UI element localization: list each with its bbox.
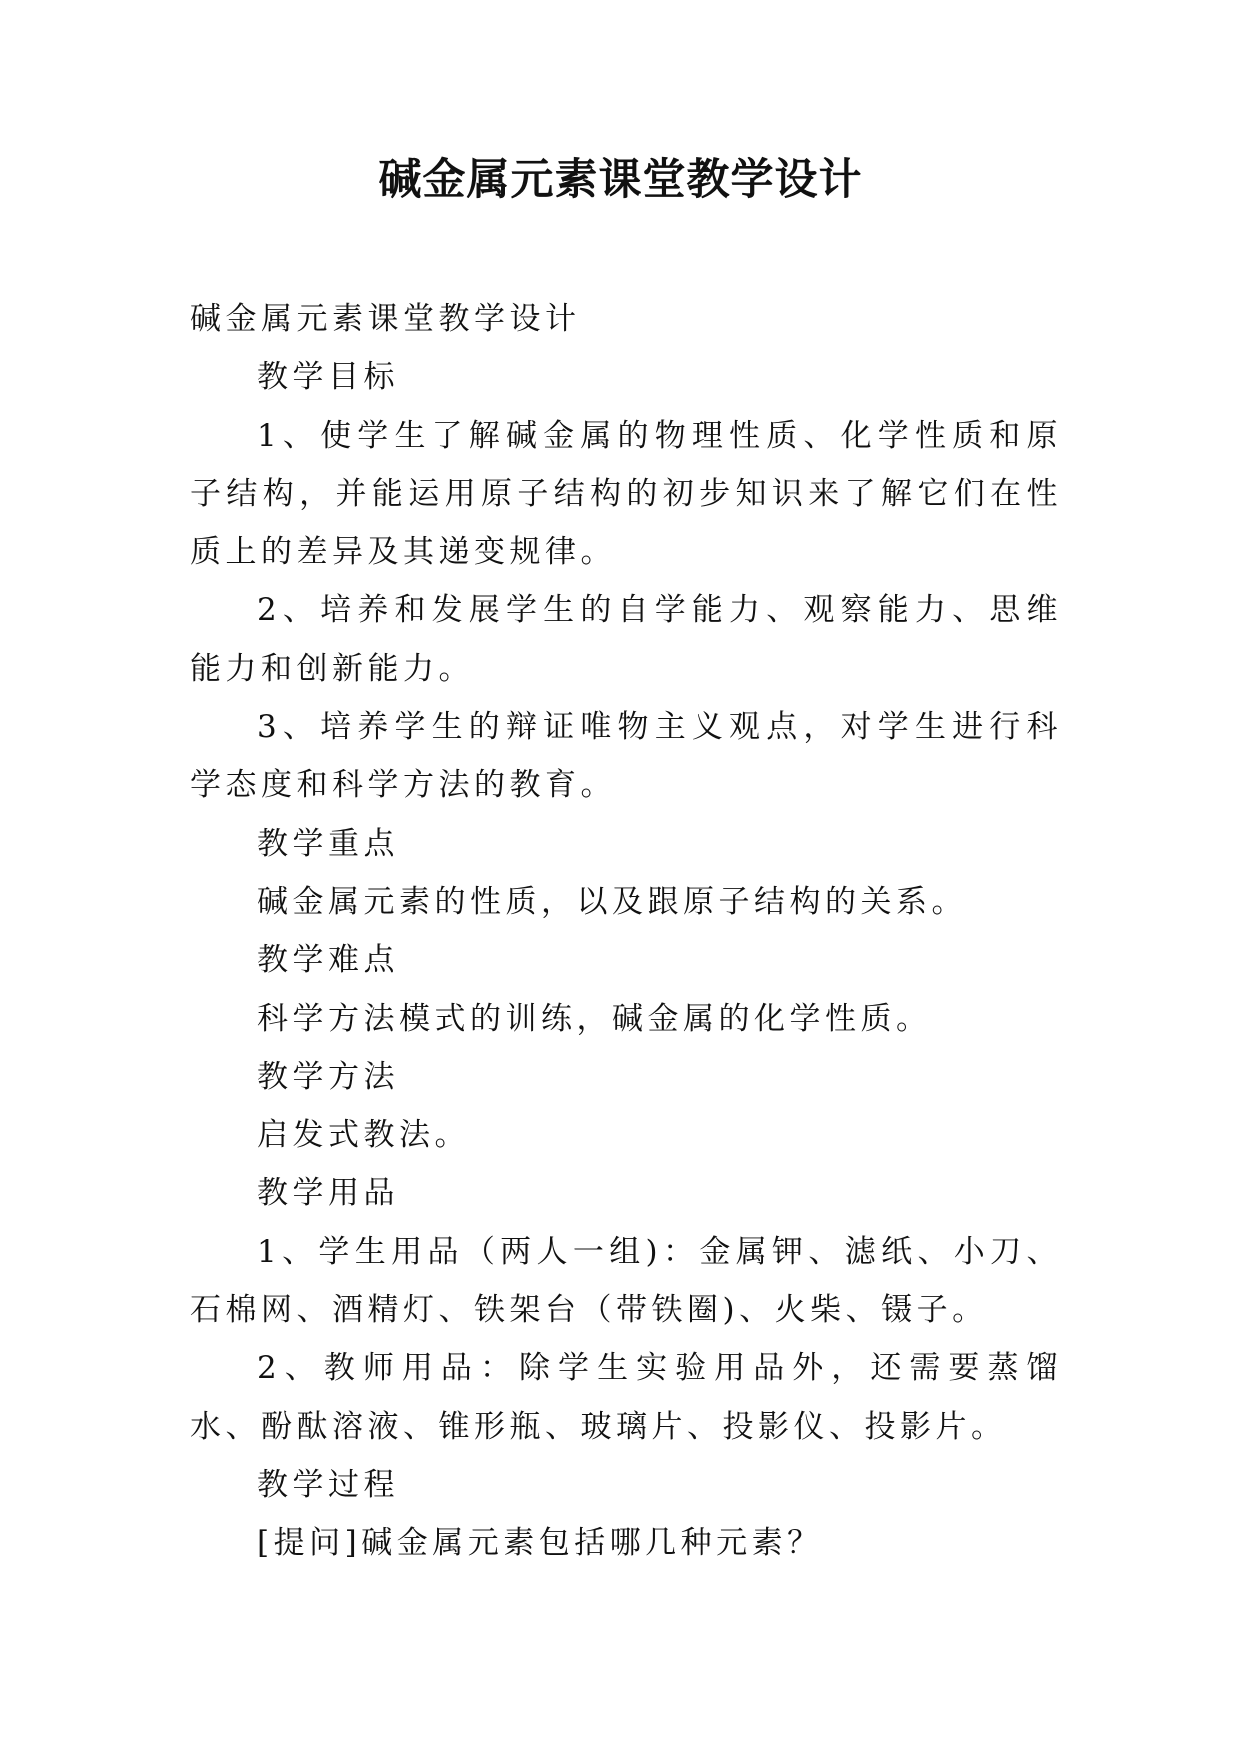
materials-paragraph-1: 1、学生用品（两人一组)：金属钾、滤纸、小刀、石棉网、酒精灯、铁架台（带铁圈)、火柴、镊子。: [190, 1233, 1062, 1329]
heading-difficulties: 教学难点: [257, 942, 399, 979]
difficulties-paragraph: 科学方法模式的训练，碱金属的化学性质。: [257, 1000, 932, 1037]
heading-teaching-goals: 教学目标: [257, 359, 399, 396]
process-question-paragraph: [提问]碱金属元素包括哪几种元素？: [257, 1525, 823, 1562]
methods-paragraph: 启发式教法。: [257, 1117, 470, 1154]
goal-paragraph-3: 3、培养学生的辩证唯物主义观点，对学生进行科学态度和科学方法的教育。: [190, 709, 1062, 804]
heading-materials: 教学用品: [257, 1175, 399, 1212]
subtitle-paragraph: 碱金属元素课堂教学设计: [190, 301, 581, 337]
goal-paragraph-2: 2、培养和发展学生的自学能力、观察能力、思维能力和创新能力。: [190, 592, 1062, 687]
heading-methods: 教学方法: [257, 1058, 399, 1095]
materials-paragraph-2: 2、教师用品：除学生实验用品外，还需要蒸馏水、酚酞溶液、锥形瓶、玻璃片、投影仪、投影片。: [190, 1350, 1062, 1445]
heading-key-points: 教学重点: [257, 825, 399, 862]
document-title: 碱金属元素课堂教学设计: [378, 155, 863, 205]
heading-process: 教学过程: [257, 1466, 399, 1503]
key-points-paragraph: 碱金属元素的性质，以及跟原子结构的关系。: [257, 883, 967, 920]
goal-paragraph-1: 1、使学生了解碱金属的物理性质、化学性质和原子结构，并能运用原子结构的初步知识来了解它们在性质上的差异及其递变规律。: [190, 417, 1062, 571]
document-body: [190, 290, 1062, 1573]
